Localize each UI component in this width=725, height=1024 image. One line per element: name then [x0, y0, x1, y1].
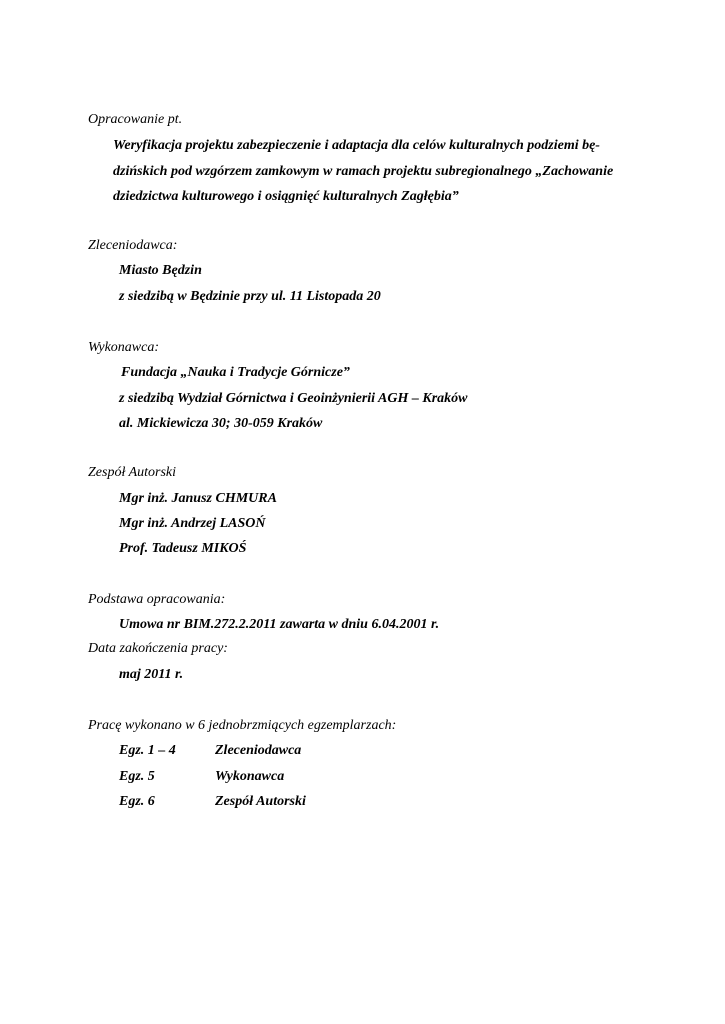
author-3: Prof. Tadeusz MIKOŚ	[119, 541, 247, 556]
data-zakonczenia-label: Data zakończenia pracy:	[88, 641, 228, 656]
author-2: Mgr inż. Andrzej LASOŃ	[119, 516, 266, 531]
title-line-3: dziedzictwa kulturowego i osiągnięć kulturalnych Zagłębia”	[113, 189, 459, 204]
copies-number: Egz. 6	[119, 794, 155, 809]
egzemplarze-label: Pracę wykonano w 6 jednobrzmiących egzemplarzach:	[88, 718, 397, 733]
zleceniodawca-address: z siedzibą w Będzinie przy ul. 11 Listopada 20	[119, 289, 381, 304]
zleceniodawca-name: Miasto Będzin	[119, 263, 202, 278]
zespol-label: Zespół Autorski	[88, 465, 177, 480]
copies-recipient: Zespół Autorski	[215, 794, 306, 809]
podstawa-value: Umowa nr BIM.272.2.2011 zawarta w dniu 6.04.2001 r.	[119, 617, 440, 632]
data-zakonczenia-value: maj 2011 r.	[119, 667, 184, 682]
wykonawca-label: Wykonawca:	[88, 340, 160, 355]
copies-number: Egz. 1 – 4	[119, 743, 176, 758]
wykonawca-name: Fundacja „Nauka i Tradycje Górnicze”	[121, 365, 350, 380]
wykonawca-seat: z siedzibą Wydział Górnictwa i Geoinżynierii AGH – Kraków	[119, 391, 468, 406]
copies-recipient: Wykonawca	[215, 769, 285, 784]
title-line-1: Weryfikacja projektu zabezpieczenie i adaptacja dla celów kulturalnych podziemi bę-	[113, 138, 600, 153]
opracowanie-label: Opracowanie pt.	[88, 112, 183, 127]
author-1: Mgr inż. Janusz CHMURA	[119, 491, 277, 506]
copies-number: Egz. 5	[119, 769, 155, 784]
podstawa-label: Podstawa opracowania:	[88, 592, 226, 607]
copies-recipient: Zleceniodawca	[215, 743, 302, 758]
wykonawca-address: al. Mickiewicza 30; 30-059 Kraków	[119, 416, 323, 431]
zleceniodawca-label: Zleceniodawca:	[88, 238, 178, 253]
title-line-2: dzińskich pod wzgórzem zamkowym w ramach projektu subregionalnego „Zachowanie	[113, 164, 614, 179]
